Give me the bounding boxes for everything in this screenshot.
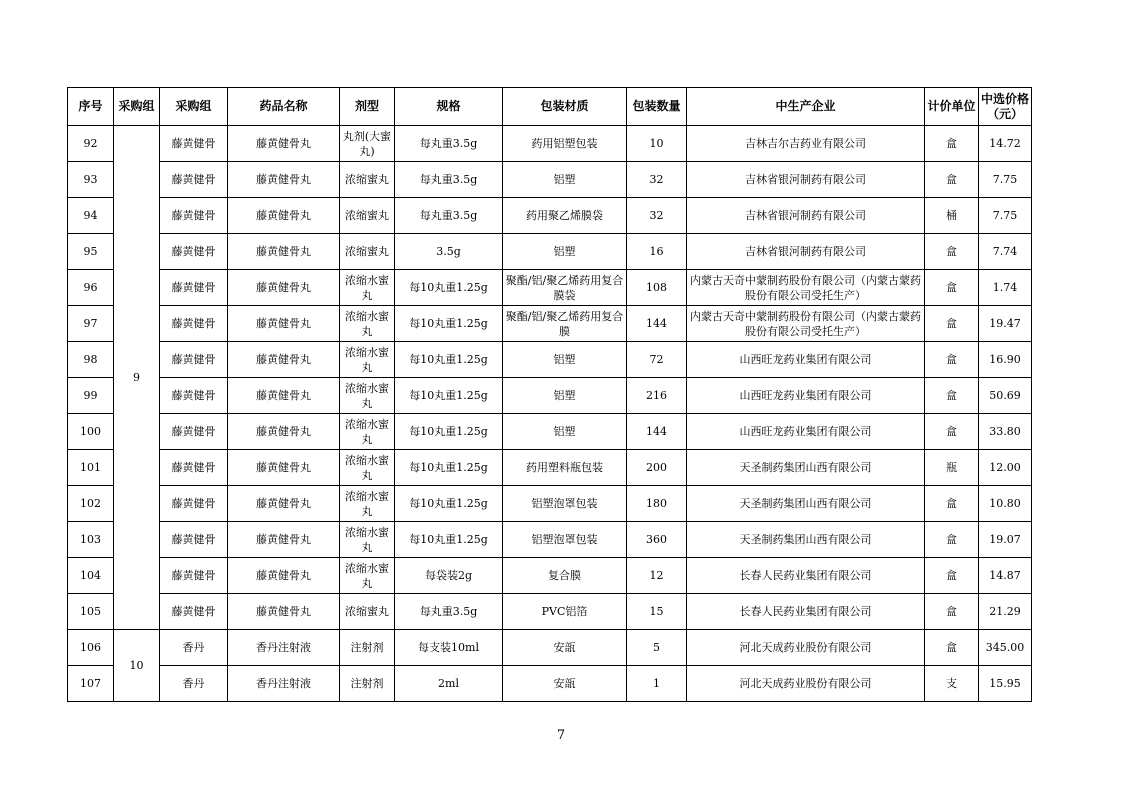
pack-qty-cell: 5 — [627, 630, 687, 666]
seq-cell: 94 — [68, 198, 114, 234]
pack-qty-cell: 10 — [627, 126, 687, 162]
group-no-cell: 10 — [114, 630, 160, 702]
group-cell: 藤黄健骨 — [160, 450, 228, 486]
dosage-form-cell: 浓缩水蜜丸 — [340, 414, 395, 450]
spec-cell: 每丸重3.5g — [395, 198, 503, 234]
packaging-cell: 铝塑 — [503, 414, 627, 450]
seq-cell: 104 — [68, 558, 114, 594]
drug-name-cell: 藤黄健骨丸 — [228, 270, 340, 306]
pack-qty-cell: 144 — [627, 306, 687, 342]
manufacturer-cell: 内蒙古天奇中蒙制药股份有限公司（内蒙古蒙药股份有限公司受托生产） — [687, 306, 925, 342]
price-cell: 16.90 — [979, 342, 1032, 378]
unit-cell: 支 — [925, 666, 979, 702]
group-cell: 藤黄健骨 — [160, 594, 228, 630]
manufacturer-cell: 吉林省银河制药有限公司 — [687, 198, 925, 234]
spec-cell: 每10丸重1.25g — [395, 306, 503, 342]
price-cell: 50.69 — [979, 378, 1032, 414]
table-row — [68, 306, 1032, 342]
manufacturer-cell: 天圣制药集团山西有限公司 — [687, 450, 925, 486]
price-cell: 21.29 — [979, 594, 1032, 630]
manufacturer-cell: 山西旺龙药业集团有限公司 — [687, 342, 925, 378]
table-row — [68, 378, 1032, 414]
manufacturer-cell: 天圣制药集团山西有限公司 — [687, 522, 925, 558]
spec-cell: 每支装10ml — [395, 630, 503, 666]
seq-cell: 96 — [68, 270, 114, 306]
group-cell: 藤黄健骨 — [160, 378, 228, 414]
seq-cell: 97 — [68, 306, 114, 342]
table-row — [68, 270, 1032, 306]
header-manufacturer: 中生产企业 — [687, 88, 925, 126]
table-row — [68, 126, 1032, 162]
table-row — [68, 486, 1032, 522]
header-packaging: 包装材质 — [503, 88, 627, 126]
packaging-cell: 铝塑 — [503, 342, 627, 378]
unit-cell: 盒 — [925, 342, 979, 378]
header-row — [68, 88, 1032, 126]
unit-cell: 盒 — [925, 378, 979, 414]
group-cell: 藤黄健骨 — [160, 306, 228, 342]
group-cell: 藤黄健骨 — [160, 162, 228, 198]
table-row — [68, 630, 1032, 666]
seq-cell: 99 — [68, 378, 114, 414]
table-row — [68, 198, 1032, 234]
manufacturer-cell: 长春人民药业集团有限公司 — [687, 558, 925, 594]
packaging-cell: 药用铝塑包装 — [503, 126, 627, 162]
unit-cell: 盒 — [925, 486, 979, 522]
packaging-cell: 铝塑泡罩包装 — [503, 522, 627, 558]
drug-name-cell: 藤黄健骨丸 — [228, 306, 340, 342]
spec-cell: 每10丸重1.25g — [395, 486, 503, 522]
pack-qty-cell: 180 — [627, 486, 687, 522]
manufacturer-cell: 天圣制药集团山西有限公司 — [687, 486, 925, 522]
drug-name-cell: 藤黄健骨丸 — [228, 486, 340, 522]
group-cell: 藤黄健骨 — [160, 558, 228, 594]
dosage-form-cell: 浓缩蜜丸 — [340, 234, 395, 270]
drug-name-cell: 藤黄健骨丸 — [228, 522, 340, 558]
dosage-form-cell: 浓缩蜜丸 — [340, 162, 395, 198]
price-cell: 10.80 — [979, 486, 1032, 522]
table-row — [68, 414, 1032, 450]
pack-qty-cell: 15 — [627, 594, 687, 630]
unit-cell: 盒 — [925, 630, 979, 666]
pack-qty-cell: 72 — [627, 342, 687, 378]
spec-cell: 每丸重3.5g — [395, 126, 503, 162]
header-price: 中选价格（元） — [979, 88, 1032, 126]
group-cell: 藤黄健骨 — [160, 414, 228, 450]
drug-name-cell: 藤黄健骨丸 — [228, 378, 340, 414]
price-cell: 1.74 — [979, 270, 1032, 306]
header-group-no: 采购组 — [114, 88, 160, 126]
header-dosage-form: 剂型 — [340, 88, 395, 126]
pack-qty-cell: 216 — [627, 378, 687, 414]
unit-cell: 桶 — [925, 198, 979, 234]
dosage-form-cell: 注射剂 — [340, 666, 395, 702]
price-cell: 7.75 — [979, 198, 1032, 234]
spec-cell: 2ml — [395, 666, 503, 702]
unit-cell: 盒 — [925, 234, 979, 270]
seq-cell: 103 — [68, 522, 114, 558]
drug-name-cell: 藤黄健骨丸 — [228, 414, 340, 450]
group-cell: 藤黄健骨 — [160, 234, 228, 270]
price-cell: 7.75 — [979, 162, 1032, 198]
drug-name-cell: 藤黄健骨丸 — [228, 126, 340, 162]
packaging-cell: 聚酯/铝/聚乙烯药用复合膜 — [503, 306, 627, 342]
spec-cell: 每10丸重1.25g — [395, 270, 503, 306]
group-cell: 香丹 — [160, 630, 228, 666]
group-cell: 香丹 — [160, 666, 228, 702]
price-cell: 15.95 — [979, 666, 1032, 702]
manufacturer-cell: 河北天成药业股份有限公司 — [687, 630, 925, 666]
spec-cell: 每10丸重1.25g — [395, 522, 503, 558]
dosage-form-cell: 浓缩水蜜丸 — [340, 558, 395, 594]
seq-cell: 102 — [68, 486, 114, 522]
seq-cell: 105 — [68, 594, 114, 630]
seq-cell: 93 — [68, 162, 114, 198]
header-unit: 计价单位 — [925, 88, 979, 126]
packaging-cell: 安瓿 — [503, 630, 627, 666]
header-spec: 规格 — [395, 88, 503, 126]
unit-cell: 盒 — [925, 306, 979, 342]
unit-cell: 瓶 — [925, 450, 979, 486]
group-cell: 藤黄健骨 — [160, 270, 228, 306]
manufacturer-cell: 山西旺龙药业集团有限公司 — [687, 378, 925, 414]
unit-cell: 盒 — [925, 594, 979, 630]
packaging-cell: 药用塑料瓶包装 — [503, 450, 627, 486]
unit-cell: 盒 — [925, 414, 979, 450]
spec-cell: 每丸重3.5g — [395, 594, 503, 630]
seq-cell: 101 — [68, 450, 114, 486]
table-row — [68, 594, 1032, 630]
drug-name-cell: 藤黄健骨丸 — [228, 342, 340, 378]
dosage-form-cell: 浓缩水蜜丸 — [340, 450, 395, 486]
group-cell: 藤黄健骨 — [160, 198, 228, 234]
spec-cell: 每袋装2g — [395, 558, 503, 594]
drug-name-cell: 藤黄健骨丸 — [228, 198, 340, 234]
seq-cell: 100 — [68, 414, 114, 450]
unit-cell: 盒 — [925, 162, 979, 198]
packaging-cell: 聚酯/铝/聚乙烯药用复合膜袋 — [503, 270, 627, 306]
manufacturer-cell: 吉林吉尔吉药业有限公司 — [687, 126, 925, 162]
spec-cell: 3.5g — [395, 234, 503, 270]
seq-cell: 106 — [68, 630, 114, 666]
manufacturer-cell: 吉林省银河制药有限公司 — [687, 162, 925, 198]
dosage-form-cell: 浓缩水蜜丸 — [340, 342, 395, 378]
group-cell: 藤黄健骨 — [160, 486, 228, 522]
packaging-cell: 铝塑泡罩包装 — [503, 486, 627, 522]
pack-qty-cell: 200 — [627, 450, 687, 486]
packaging-cell: PVC铝箔 — [503, 594, 627, 630]
manufacturer-cell: 河北天成药业股份有限公司 — [687, 666, 925, 702]
drug-name-cell: 藤黄健骨丸 — [228, 234, 340, 270]
price-cell: 33.80 — [979, 414, 1032, 450]
packaging-cell: 安瓿 — [503, 666, 627, 702]
header-pack-qty: 包装数量 — [627, 88, 687, 126]
seq-cell: 107 — [68, 666, 114, 702]
packaging-cell: 药用聚乙烯膜袋 — [503, 198, 627, 234]
packaging-cell: 铝塑 — [503, 234, 627, 270]
packaging-cell: 铝塑 — [503, 378, 627, 414]
table-row — [68, 234, 1032, 270]
spec-cell: 每10丸重1.25g — [395, 378, 503, 414]
seq-cell: 92 — [68, 126, 114, 162]
manufacturer-cell: 长春人民药业集团有限公司 — [687, 594, 925, 630]
price-cell: 14.87 — [979, 558, 1032, 594]
dosage-form-cell: 浓缩蜜丸 — [340, 198, 395, 234]
unit-cell: 盒 — [925, 522, 979, 558]
dosage-form-cell: 浓缩水蜜丸 — [340, 522, 395, 558]
pack-qty-cell: 12 — [627, 558, 687, 594]
manufacturer-cell: 山西旺龙药业集团有限公司 — [687, 414, 925, 450]
pack-qty-cell: 360 — [627, 522, 687, 558]
table-row — [68, 522, 1032, 558]
table-row — [68, 558, 1032, 594]
pack-qty-cell: 1 — [627, 666, 687, 702]
spec-cell: 每丸重3.5g — [395, 162, 503, 198]
procurement-table — [67, 87, 1032, 702]
seq-cell: 98 — [68, 342, 114, 378]
seq-cell: 95 — [68, 234, 114, 270]
dosage-form-cell: 浓缩水蜜丸 — [340, 270, 395, 306]
unit-cell: 盒 — [925, 126, 979, 162]
drug-name-cell: 藤黄健骨丸 — [228, 594, 340, 630]
dosage-form-cell: 丸剂(大蜜丸) — [340, 126, 395, 162]
manufacturer-cell: 吉林省银河制药有限公司 — [687, 234, 925, 270]
pack-qty-cell: 108 — [627, 270, 687, 306]
price-cell: 19.07 — [979, 522, 1032, 558]
header-group: 采购组 — [160, 88, 228, 126]
page-number: 7 — [556, 728, 566, 743]
pack-qty-cell: 144 — [627, 414, 687, 450]
drug-name-cell: 香丹注射液 — [228, 630, 340, 666]
table-row — [68, 162, 1032, 198]
table-row — [68, 342, 1032, 378]
drug-name-cell: 藤黄健骨丸 — [228, 558, 340, 594]
spec-cell: 每10丸重1.25g — [395, 414, 503, 450]
drug-name-cell: 藤黄健骨丸 — [228, 450, 340, 486]
dosage-form-cell: 注射剂 — [340, 630, 395, 666]
pack-qty-cell: 16 — [627, 234, 687, 270]
dosage-form-cell: 浓缩蜜丸 — [340, 594, 395, 630]
table-row — [68, 450, 1032, 486]
manufacturer-cell: 内蒙古天奇中蒙制药股份有限公司（内蒙古蒙药股份有限公司受托生产） — [687, 270, 925, 306]
group-no-cell: 9 — [114, 126, 160, 630]
spec-cell: 每10丸重1.25g — [395, 342, 503, 378]
pack-qty-cell: 32 — [627, 162, 687, 198]
table-row — [68, 666, 1032, 702]
packaging-cell: 铝塑 — [503, 162, 627, 198]
drug-name-cell: 藤黄健骨丸 — [228, 162, 340, 198]
price-cell: 19.47 — [979, 306, 1032, 342]
pack-qty-cell: 32 — [627, 198, 687, 234]
unit-cell: 盒 — [925, 270, 979, 306]
group-cell: 藤黄健骨 — [160, 342, 228, 378]
price-cell: 345.00 — [979, 630, 1032, 666]
group-cell: 藤黄健骨 — [160, 522, 228, 558]
price-cell: 12.00 — [979, 450, 1032, 486]
price-cell: 14.72 — [979, 126, 1032, 162]
dosage-form-cell: 浓缩水蜜丸 — [340, 486, 395, 522]
dosage-form-cell: 浓缩水蜜丸 — [340, 306, 395, 342]
unit-cell: 盒 — [925, 558, 979, 594]
spec-cell: 每10丸重1.25g — [395, 450, 503, 486]
header-seq: 序号 — [68, 88, 114, 126]
group-cell: 藤黄健骨 — [160, 126, 228, 162]
drug-name-cell: 香丹注射液 — [228, 666, 340, 702]
packaging-cell: 复合膜 — [503, 558, 627, 594]
header-drug-name: 药品名称 — [228, 88, 340, 126]
dosage-form-cell: 浓缩水蜜丸 — [340, 378, 395, 414]
price-cell: 7.74 — [979, 234, 1032, 270]
